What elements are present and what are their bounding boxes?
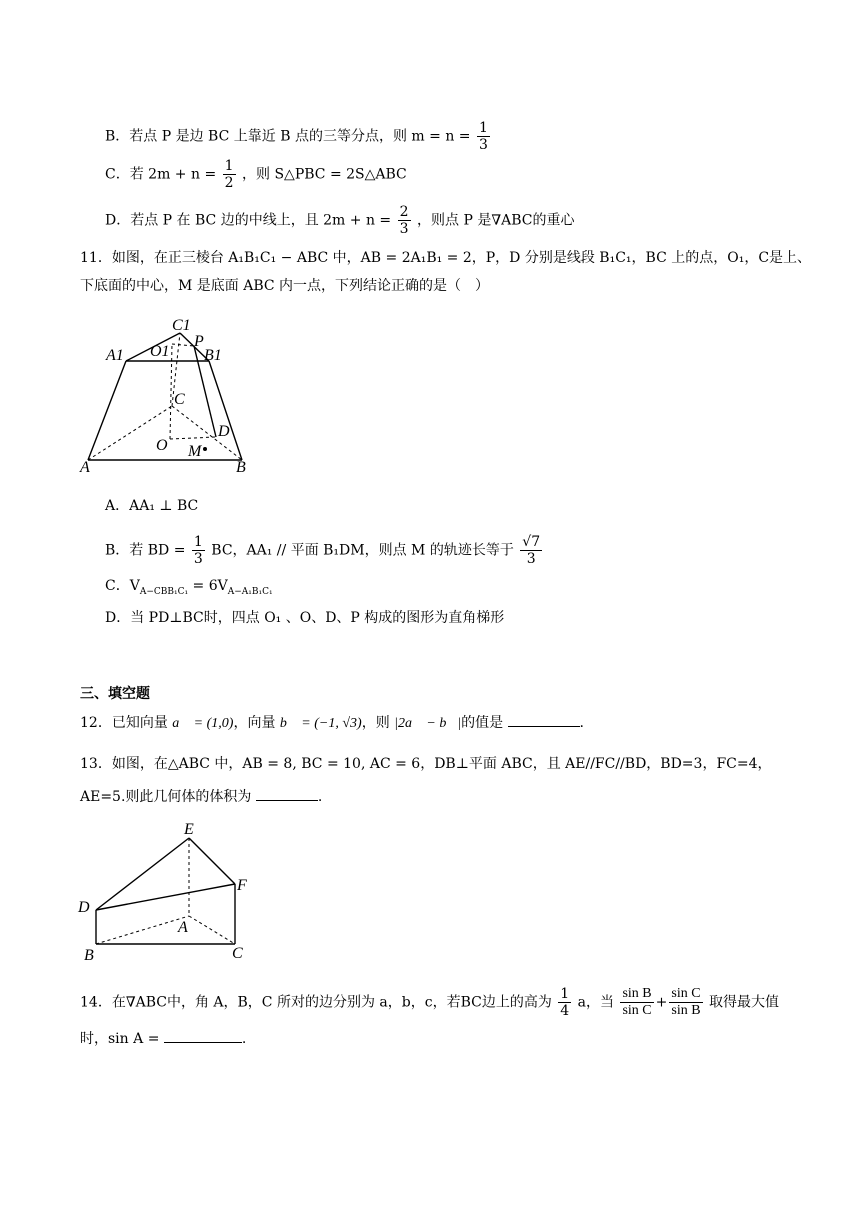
q10-option-c-text: C．若 2m + n = [105, 166, 217, 183]
q11-option-b-text-2: BC，AA₁ // 平面 B₁DM，则点 M 的轨迹长等于 [211, 542, 514, 559]
frac-num: 1 [478, 120, 488, 136]
q11-b-fraction [192, 534, 205, 567]
q12-text-c: ，则 [361, 715, 390, 731]
q14-text-line2: 时，sin A = [80, 1031, 160, 1047]
q11-option-c-mid: = 6V [188, 578, 228, 594]
edge-bb1 [209, 361, 242, 460]
section-heading: 三、填空题 [80, 686, 150, 702]
edge-aa1 [88, 361, 126, 460]
q11-stem-line2: 下底面的中心，M 是底面 ABC 内一点，下列结论正确的是（ ） [80, 278, 490, 294]
frac-den: 4 [560, 1003, 570, 1019]
frac-den: 2 [224, 175, 234, 191]
q10-option-c-text-2: ，则 S△PBC = 2S△ABC [242, 166, 407, 183]
frac-den: sin B [671, 1003, 701, 1018]
edge-ef [189, 838, 235, 884]
q10-c-fraction [223, 158, 236, 191]
q10-d-fraction [398, 204, 411, 237]
q12-text-b: ，向量 [233, 715, 276, 731]
label-p: P [194, 333, 204, 350]
q11-option-b [105, 534, 544, 567]
q11-frustum-figure [76, 316, 266, 476]
frac-den: 3 [526, 551, 536, 567]
label-o: O [156, 437, 168, 454]
frac-num: 1 [224, 158, 234, 174]
frac-num: 1 [560, 986, 570, 1002]
q13-stem-line2 [80, 786, 322, 807]
q11-option-b-text: B．若 BD = [105, 542, 186, 559]
q12-answer-blank[interactable] [508, 712, 580, 727]
label-a: A [80, 459, 90, 476]
q14-answer-blank[interactable] [164, 1028, 242, 1043]
label-d: D [78, 899, 90, 916]
frac-den: sin C [622, 1003, 652, 1018]
label-b1: B1 [204, 347, 222, 364]
q12-line [80, 712, 584, 734]
q12-text-a: 12．已知向量 [80, 715, 168, 731]
label-d: D [218, 423, 230, 440]
q10-b-fraction [477, 120, 490, 153]
edge-cb [172, 406, 242, 460]
q11-c-sub1: A−CBB₁C₁ [139, 586, 189, 597]
q11-stem-line1: 11．如图，在正三棱台 A₁B₁C₁ − ABC 中，AB = 2A₁B₁ = 2，P，D 分别是线段 B₁C₁，BC 上的点，O₁，C是上、 [80, 250, 812, 266]
label-c: C [232, 945, 243, 962]
label-e: E [184, 821, 194, 838]
label-c: C [174, 391, 185, 408]
q12-text-d: 的值是 [461, 715, 504, 731]
frac-num: 2 [399, 204, 409, 220]
q14-text-c: 取得最大值 [709, 994, 780, 1011]
q12-text-e: . [579, 715, 584, 731]
q11-option-d: D．当 PD⊥BC时，四点 O₁ 、O、D、P 构成的图形为直角梯形 [105, 610, 505, 626]
q13-end: . [317, 789, 323, 805]
frac-num: sin C [671, 986, 701, 1001]
label-a: A [178, 919, 188, 936]
edge-ac [189, 916, 235, 944]
label-c1: C1 [172, 317, 191, 334]
q11-b-fraction-2 [520, 534, 542, 567]
q13-text: AE=5.则此几何体的体积为 [80, 789, 252, 805]
q10-option-d-text-2: ，则点 P 是∇ABC的重心 [417, 212, 575, 229]
q12-vector-a: a⃗ = (1,0) [172, 716, 234, 731]
label-o1: O1 [150, 343, 170, 360]
edge-ba [96, 916, 189, 944]
q12-expression: |2a⃗ − b⃗| [394, 716, 462, 731]
q13-stem-line1: 13．如图，在△ABC 中，AB = 8, BC = 10, AC = 6，DB⊥平面 ABC，且 AE//FC//BD，BD=3，FC=4， [80, 756, 772, 772]
q10-option-b-text: B．若点 P 是边 BC 上靠近 B 点的三等分点，则 m = n = [105, 128, 471, 145]
point-m [203, 447, 207, 451]
line-od [170, 437, 216, 439]
q11-c-sub2: A−A₁B₁C₁ [227, 586, 273, 597]
q10-option-b [105, 120, 492, 153]
label-f: F [237, 877, 247, 894]
q10-option-d [105, 204, 574, 237]
q14-fraction-sinb-sinc [620, 986, 653, 1019]
q14-line1 [80, 986, 779, 1019]
frac-num: sin B [622, 986, 652, 1001]
q11-option-c-text: C．V [105, 578, 140, 594]
line-oo1 [170, 344, 172, 439]
label-b: B [84, 947, 94, 964]
q12-vector-b: b⃗ = (−1, √3) [279, 716, 362, 731]
label-b: B [236, 459, 246, 476]
q13-solid-figure [74, 818, 264, 968]
q11-option-c [105, 576, 273, 602]
q14-fraction-sinc-sinb [669, 986, 702, 1019]
label-a1: A1 [106, 347, 124, 364]
q14-text-b: a，当 [573, 994, 615, 1011]
q14-text-a: 14．在∇ABC中，角 A，B，C 所对的边分别为 a，b，c，若BC边上的高为 [80, 994, 552, 1011]
q11-option-a: A．AA₁ ⊥ BC [105, 498, 199, 514]
q10-option-c [105, 158, 407, 191]
q14-end: . [241, 1031, 247, 1047]
frac-num: √7 [522, 534, 541, 550]
q10-option-d-text: D．若点 P 在 BC 边的中线上，且 2m + n = [105, 212, 392, 229]
q13-answer-blank[interactable] [256, 786, 318, 801]
q14-plus: + [655, 994, 668, 1011]
frac-den: 3 [193, 551, 203, 567]
q14-line2 [80, 1028, 246, 1049]
edge-df [96, 884, 235, 910]
q14-fraction-quarter [558, 986, 571, 1019]
frac-den: 3 [478, 137, 488, 153]
frac-num: 1 [193, 534, 203, 550]
edge-de [96, 838, 189, 910]
label-m: M [188, 443, 202, 460]
frac-den: 3 [399, 221, 409, 237]
